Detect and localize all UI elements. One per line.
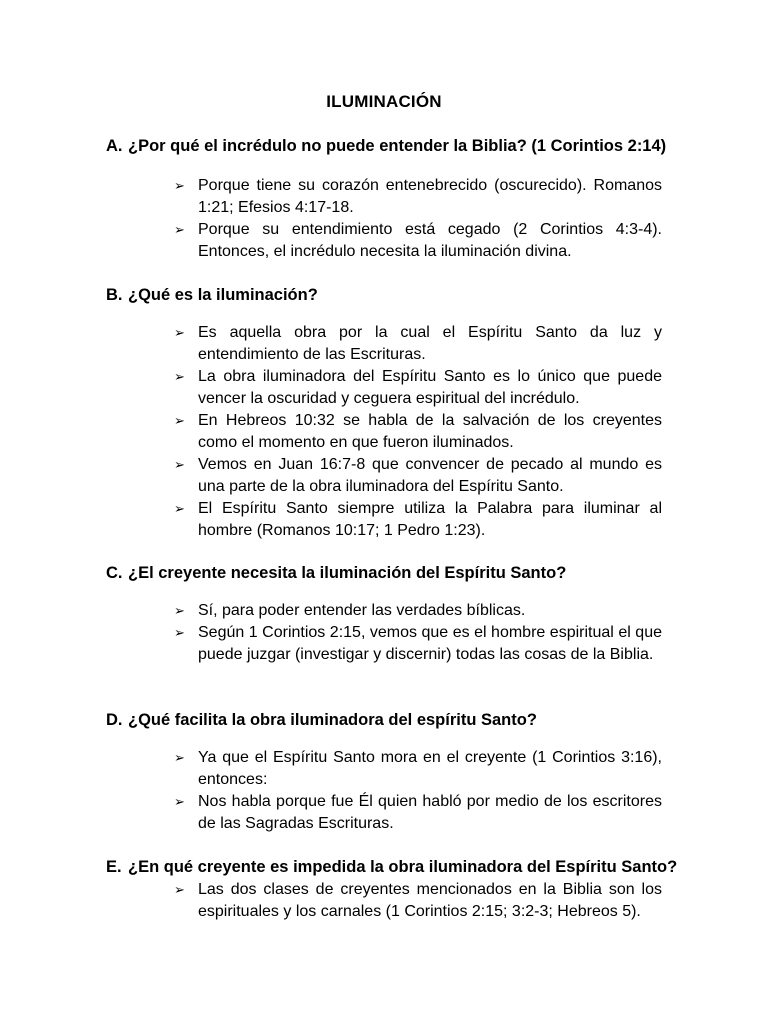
arrowhead-bullet-icon: ➢ <box>174 325 185 340</box>
list-item-text: Porque tiene su corazón entenebrecido (oscurecido). Romanos 1:21; Efesios 4:17-18. <box>198 177 662 216</box>
section-question: ¿El creyente necesita la iluminación del Espíritu Santo? <box>128 564 567 582</box>
arrowhead-bullet-icon: ➢ <box>174 222 185 237</box>
list-item-text: Según 1 Corintios 2:15, vemos que es el hombre espiritual el que puede juzgar (investigar y discernir) todas las cosas de la Biblia. <box>198 624 662 663</box>
arrowhead-bullet-icon: ➢ <box>174 457 185 472</box>
arrowhead-bullet-icon: ➢ <box>174 369 185 384</box>
section-d-list <box>174 747 662 835</box>
arrowhead-bullet-icon: ➢ <box>174 882 185 897</box>
list-item <box>174 219 662 263</box>
list-item-text: Nos habla porque fue Él quien habló por medio de los escritores de las Sagradas Escrituras. <box>198 793 662 832</box>
arrowhead-bullet-icon: ➢ <box>174 750 185 765</box>
list-item <box>174 175 662 219</box>
section-c-heading <box>106 564 566 583</box>
list-item-text: El Espíritu Santo siempre utiliza la Palabra para iluminar al hombre (Romanos 10:17; 1 Pedro 1:23). <box>198 500 662 539</box>
list-item-text: Porque su entendimiento está cegado (2 Corintios 4:3-4). Entonces, el incrédulo necesita la iluminación divina. <box>198 221 662 260</box>
section-question: ¿Por qué el incrédulo no puede entender la Biblia? (1 Corintios 2:14) <box>128 137 667 155</box>
list-item <box>174 622 662 666</box>
arrowhead-bullet-icon: ➢ <box>174 603 185 618</box>
list-item <box>174 454 662 498</box>
list-item-text: La obra iluminadora del Espíritu Santo es lo único que puede vencer la oscuridad y ceguera espiritual del incrédulo. <box>198 368 662 407</box>
arrowhead-bullet-icon: ➢ <box>174 501 185 516</box>
section-a-list <box>174 175 662 263</box>
list-item <box>174 410 662 454</box>
section-b-list <box>174 322 662 542</box>
section-letter: A. <box>106 137 123 155</box>
list-item-text: Es aquella obra por la cual el Espíritu Santo da luz y entendimiento de las Escrituras. <box>198 324 662 363</box>
section-letter: D. <box>106 711 123 729</box>
section-c-list <box>174 600 662 666</box>
section-letter: B. <box>106 286 123 304</box>
section-e-list <box>174 879 662 923</box>
section-question: ¿Qué es la iluminación? <box>128 286 318 304</box>
list-item-text: Ya que el Espíritu Santo mora en el creyente (1 Corintios 3:16), entonces: <box>198 749 662 788</box>
section-d-heading <box>106 711 537 730</box>
list-item <box>174 322 662 366</box>
list-item <box>174 366 662 410</box>
section-b-heading <box>106 286 318 305</box>
arrowhead-bullet-icon: ➢ <box>174 178 185 193</box>
list-item-text: En Hebreos 10:32 se habla de la salvación de los creyentes como el momento en que fueron iluminados. <box>198 412 662 451</box>
section-letter: C. <box>106 564 123 582</box>
list-item <box>174 747 662 791</box>
arrowhead-bullet-icon: ➢ <box>174 625 185 640</box>
arrowhead-bullet-icon: ➢ <box>174 794 185 809</box>
section-e-heading <box>106 858 677 877</box>
list-item-text: Vemos en Juan 16:7-8 que convencer de pecado al mundo es una parte de la obra iluminadora del Espíritu Santo. <box>198 456 662 495</box>
arrowhead-bullet-icon: ➢ <box>174 413 185 428</box>
list-item <box>174 791 662 835</box>
page-title: ILUMINACIÓN <box>326 92 442 111</box>
list-item <box>174 600 662 622</box>
section-a-heading <box>106 137 666 156</box>
list-item-text: Sí, para poder entender las verdades bíblicas. <box>198 602 526 619</box>
list-item <box>174 498 662 542</box>
section-question: ¿Qué facilita la obra iluminadora del espíritu Santo? <box>128 711 537 729</box>
list-item <box>174 879 662 923</box>
section-question: ¿En qué creyente es impedida la obra iluminadora del Espíritu Santo? <box>128 858 678 876</box>
list-item-text: Las dos clases de creyentes mencionados en la Biblia son los espirituales y los carnales (1 Corintios 2:15; 3:2-3; Hebreos 5). <box>198 881 662 920</box>
section-letter: E. <box>106 858 122 876</box>
